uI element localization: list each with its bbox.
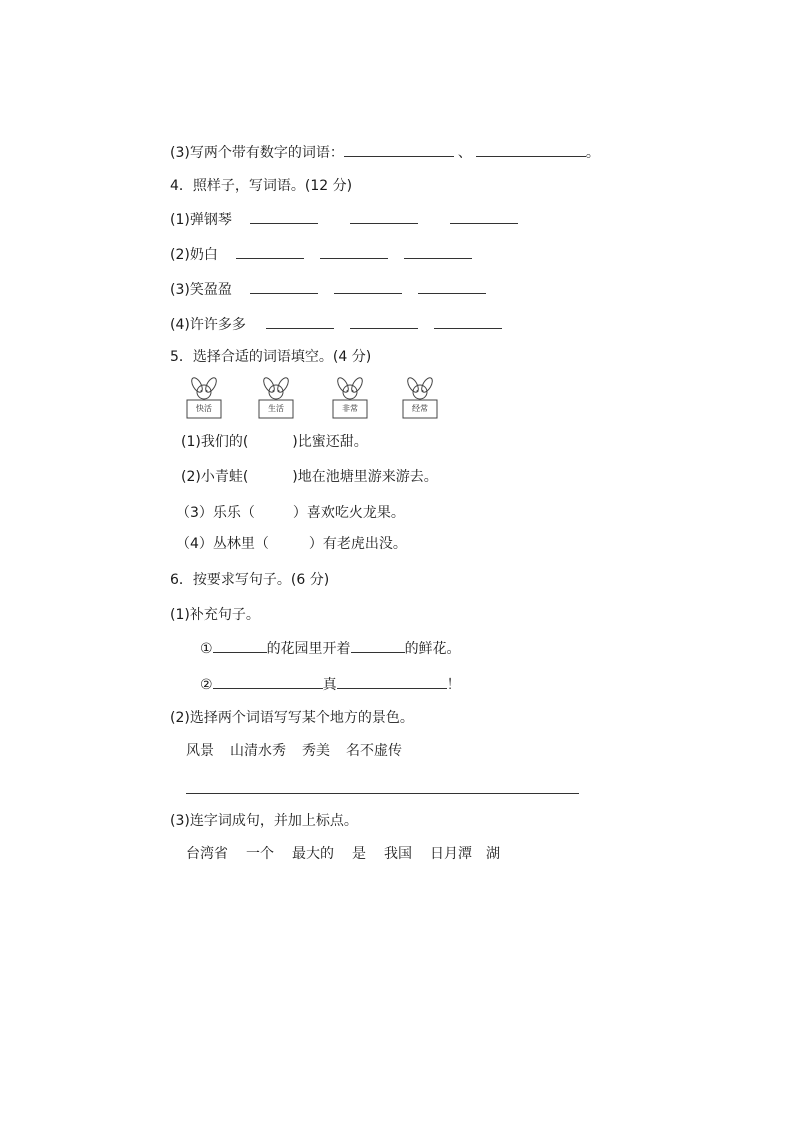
- answer-blank[interactable]: [434, 314, 502, 329]
- q4-row-3: [170, 279, 486, 300]
- rabbit-card-1: [184, 376, 224, 422]
- sentence-middle: 的花园里开着: [266, 641, 351, 657]
- q6-word-bank: [186, 844, 500, 864]
- q6-part-2: (2)选择两个词语写写某个地方的景色。: [170, 710, 414, 726]
- q5-title: 5．选择合适的词语填空。(4 分): [170, 349, 372, 365]
- period: 。: [585, 145, 600, 161]
- answer-blank[interactable]: [236, 244, 304, 259]
- q5-sentence-1: [181, 432, 368, 452]
- answer-blank[interactable]: [404, 244, 472, 259]
- answer-blank[interactable]: [476, 142, 586, 157]
- word-choice: 山清水秀: [230, 743, 286, 759]
- word-choice: 名不虚传: [346, 743, 402, 759]
- sentence-start: （4）丛林里（: [176, 536, 269, 552]
- word-card-label: 快活: [196, 404, 212, 413]
- answer-blank[interactable]: [320, 244, 388, 259]
- q5-sentence-3: [176, 503, 405, 523]
- sentence-end: ！: [446, 677, 461, 693]
- word-token: 一个: [246, 846, 274, 862]
- answer-blank[interactable]: [250, 279, 318, 294]
- circle-number: ②: [200, 677, 213, 693]
- word-token: 台湾省: [186, 846, 228, 862]
- word-choice: 风景: [186, 743, 214, 759]
- word-card-label: 非常: [342, 404, 358, 413]
- rabbit-card-2: [256, 376, 296, 422]
- q6-title: 6．按要求写句子。(6 分): [170, 572, 330, 588]
- sentence-start: （3）乐乐（: [176, 505, 255, 521]
- word-choice: 秀美: [302, 743, 330, 759]
- word-token: 日月潭: [430, 846, 472, 862]
- q4-example: (2)奶白: [170, 247, 218, 263]
- q5-sentence-2: [181, 467, 438, 487]
- answer-blank[interactable]: [450, 209, 518, 224]
- q6-part-1: (1)补充句子。: [170, 607, 260, 623]
- q3-item3-label: (3)写两个带有数字的词语：: [170, 145, 344, 161]
- sentence-start: (1)我们的(: [181, 434, 249, 450]
- answer-blank[interactable]: [334, 279, 402, 294]
- q4-example: (1)弹钢琴: [170, 212, 232, 228]
- word-token: 最大的: [292, 846, 334, 862]
- word-card-label: 经常: [412, 404, 428, 413]
- q4-title: 4．照样子，写词语。(12 分): [170, 178, 353, 194]
- answer-line[interactable]: [186, 793, 579, 794]
- q4-row-4: [170, 314, 502, 335]
- sentence-end: )地在池塘里游来游去。: [292, 469, 438, 485]
- q4-row-1: [170, 209, 518, 230]
- answer-blank[interactable]: [350, 209, 418, 224]
- sentence-end: ）有老虎出没。: [308, 536, 407, 552]
- sentence-end: 的鲜花。: [404, 641, 461, 657]
- rabbit-card-4: [400, 376, 440, 422]
- answer-blank[interactable]: [213, 638, 267, 653]
- word-token: 是: [352, 846, 366, 862]
- answer-blank[interactable]: [344, 142, 454, 157]
- q6-part-3: (3)连字词成句，并加上标点。: [170, 813, 358, 829]
- q4-example: (3)笑盈盈: [170, 282, 232, 298]
- word-card-label: 生活: [268, 404, 284, 413]
- q3-item3: [170, 142, 600, 163]
- q6-complete-2: [200, 674, 461, 695]
- sentence-end: ）喜欢吃火龙果。: [292, 505, 405, 521]
- q4-row-2: [170, 244, 472, 265]
- answer-blank[interactable]: [418, 279, 486, 294]
- rabbit-card-3: [330, 376, 370, 422]
- q4-example: (4)许许多多: [170, 317, 246, 333]
- sentence-end: )比蜜还甜。: [292, 434, 368, 450]
- separator: 、: [457, 145, 472, 161]
- answer-blank[interactable]: [266, 314, 334, 329]
- word-token: 我国: [384, 846, 412, 862]
- sentence-middle: 真: [322, 677, 337, 693]
- answer-blank[interactable]: [250, 209, 318, 224]
- sentence-start: (2)小青蛙(: [181, 469, 249, 485]
- answer-blank[interactable]: [351, 638, 405, 653]
- circle-number: ①: [200, 641, 213, 657]
- word-token: 湖: [486, 846, 500, 862]
- q6-word-choices: [186, 741, 402, 761]
- q5-sentence-4: [176, 534, 407, 554]
- q6-complete-1: [200, 638, 461, 659]
- answer-blank[interactable]: [337, 674, 447, 689]
- answer-blank[interactable]: [213, 674, 323, 689]
- answer-blank[interactable]: [350, 314, 418, 329]
